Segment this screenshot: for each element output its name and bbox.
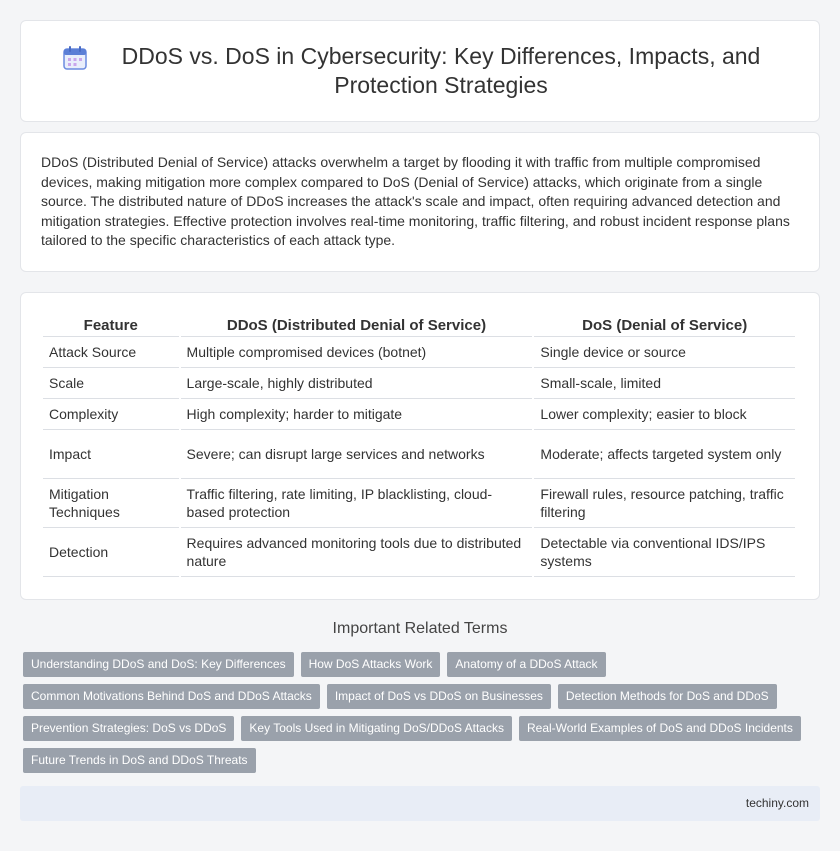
table-cell: Traffic filtering, rate limiting, IP blacklisting, cloud-based protection — [181, 479, 533, 528]
comparison-table — [41, 313, 797, 577]
header-feature: Feature — [43, 313, 179, 337]
table-cell: Mitigation Techniques — [43, 479, 179, 528]
table-cell: Impact — [43, 430, 179, 479]
related-term-tag[interactable]: Real-World Examples of DoS and DDoS Incidents — [519, 716, 801, 741]
related-term-tag[interactable]: Detection Methods for DoS and DDoS — [558, 684, 777, 709]
footer-site-link[interactable]: techiny.com — [745, 796, 809, 810]
table-cell: Moderate; affects targeted system only — [534, 430, 795, 479]
table-row — [43, 399, 795, 430]
related-terms-list — [23, 652, 813, 780]
header-ddos: DDoS (Distributed Denial of Service) — [181, 313, 533, 337]
table-row — [43, 337, 795, 368]
comparison-table-card — [20, 292, 820, 600]
table-cell: Detection — [43, 528, 179, 577]
related-term-tag[interactable]: How DoS Attacks Work — [301, 652, 441, 677]
table-row — [43, 430, 795, 479]
table-cell: Single device or source — [534, 337, 795, 368]
page-title: DDoS vs. DoS in Cybersecurity: Key Differences, Impacts, and Protection Strategies — [121, 43, 761, 98]
related-term-tag[interactable]: Impact of DoS vs DDoS on Businesses — [327, 684, 551, 709]
related-term-tag[interactable]: Prevention Strategies: DoS vs DDoS — [23, 716, 234, 741]
table-cell: Attack Source — [43, 337, 179, 368]
title-row — [61, 42, 779, 100]
table-row — [43, 528, 795, 577]
intro-paragraph: DDoS (Distributed Denial of Service) attacks overwhelm a target by flooding it with traffic from multiple compromised devices, making mitigation more complex compared to DoS (Denial of Service) attacks, which originate from a single source. The distributed nature of DDoS increases the attack's scale and impact, often requiring advanced detection and mitigation strategies. Effective protection involves real-time monitoring, traffic filtering, and robust incident response plans tailored to the specific characteristics of each attack type. — [41, 154, 790, 249]
table-row — [43, 479, 795, 528]
table-cell: Scale — [43, 368, 179, 399]
calendar-icon — [61, 44, 89, 72]
related-term-tag[interactable]: Anatomy of a DDoS Attack — [447, 652, 605, 677]
table-cell: Firewall rules, resource patching, traffic filtering — [534, 479, 795, 528]
related-term-tag[interactable]: Common Motivations Behind DoS and DDoS Attacks — [23, 684, 320, 709]
table-cell: Detectable via conventional IDS/IPS systems — [534, 528, 795, 577]
title-card — [20, 20, 820, 122]
table-cell: Large-scale, highly distributed — [181, 368, 533, 399]
footer — [20, 786, 820, 821]
table-row — [43, 368, 795, 399]
table-cell: Complexity — [43, 399, 179, 430]
related-term-tag[interactable]: Key Tools Used in Mitigating DoS/DDoS Attacks — [241, 716, 512, 741]
table-cell: Severe; can disrupt large services and networks — [181, 430, 533, 479]
table-cell: Small-scale, limited — [534, 368, 795, 399]
table-cell: High complexity; harder to mitigate — [181, 399, 533, 430]
table-cell: Lower complexity; easier to block — [534, 399, 795, 430]
table-cell: Multiple compromised devices (botnet) — [181, 337, 533, 368]
table-header-row — [43, 313, 795, 337]
related-terms-title: Important Related Terms — [332, 620, 508, 637]
related-term-tag[interactable]: Future Trends in DoS and DDoS Threats — [23, 748, 256, 773]
table-cell: Requires advanced monitoring tools due to distributed nature — [181, 528, 533, 577]
header-dos: DoS (Denial of Service) — [534, 313, 795, 337]
related-term-tag[interactable]: Understanding DDoS and DoS: Key Differences — [23, 652, 294, 677]
intro-card — [20, 132, 820, 272]
